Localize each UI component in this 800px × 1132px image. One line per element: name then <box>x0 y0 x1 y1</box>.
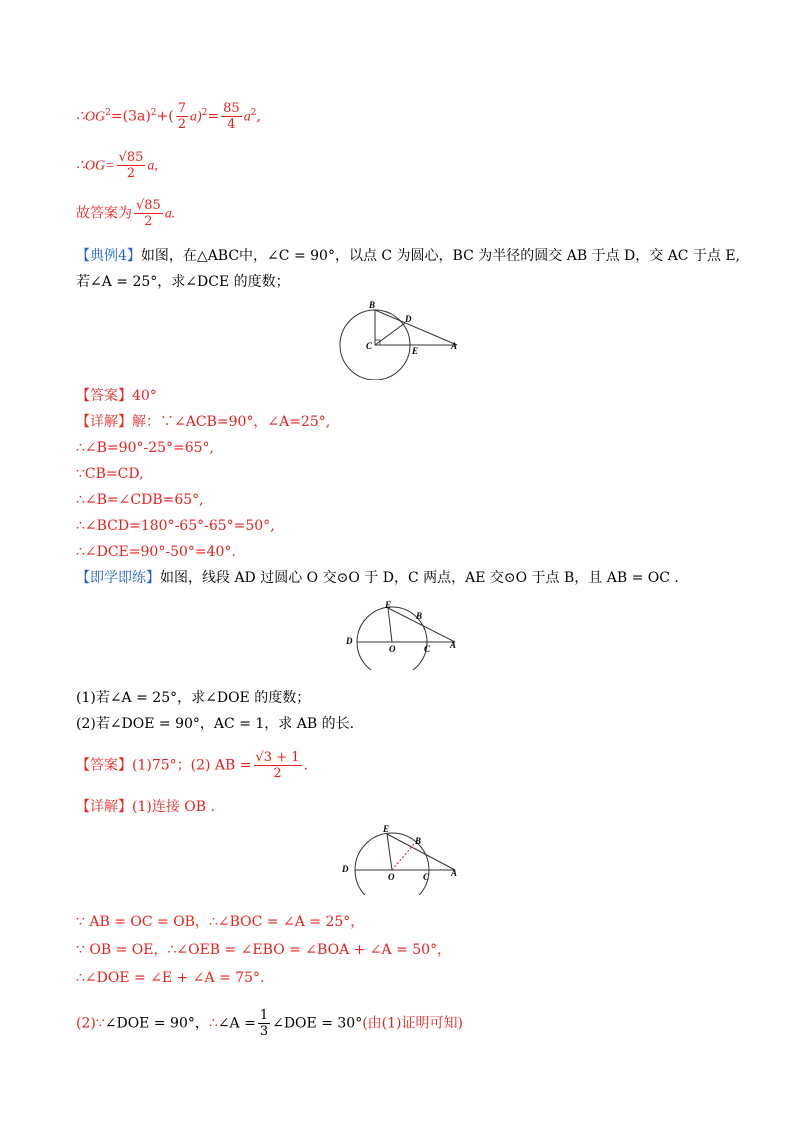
detail-1-line-2: ∴∠B=90°-25°=65°, <box>76 440 215 456</box>
label-d: D <box>405 314 412 324</box>
practice-statement: 【即学即练】如图，线段 AD 过圆心 O 交⊙O 于 D，C 两点，AE 交⊙O 于点 B，且 AB = OC . <box>76 570 679 586</box>
label-c: C <box>366 341 373 351</box>
question-2: (2)若∠DOE = 90°，AC = 1，求 AB 的长. <box>76 716 355 732</box>
example-tag: 【典例4】 <box>76 248 141 264</box>
detail-1-line-1: 【详解】解：∵∠ACB=90°，∠A=25°, <box>76 414 331 430</box>
detail-1-line-5: ∴∠BCD=180°-65°-65°=50°, <box>76 518 275 534</box>
label-e: E <box>385 600 392 610</box>
label-c: C <box>423 872 430 882</box>
label-a: A <box>450 640 457 650</box>
label-b: B <box>369 300 376 310</box>
practice-tag: 【即学即练】 <box>76 570 160 586</box>
detail-1-line-6: ∴∠DCE=90°-50°=40°. <box>76 544 236 560</box>
label-d: D <box>346 636 353 646</box>
answer-1: 【答案】40° <box>76 388 157 404</box>
label-e: E <box>412 346 419 356</box>
solution-line-2: ∵ OB = OE，∴∠OEB = ∠EBO = ∠BOA + ∠A = 50°， <box>76 942 452 958</box>
label-e: E <box>383 824 390 834</box>
label-a: A <box>451 868 458 878</box>
detail-2: 【详解】(1)连接 OB . <box>76 799 215 815</box>
circle-figure-3 <box>335 820 465 895</box>
label-b: B <box>416 611 423 621</box>
example-4-statement-2: 若∠A = 25°，求∠DCE 的度数； <box>76 274 290 290</box>
label-b: B <box>415 836 422 846</box>
answer-line: 故答案为 $\frac{√85}{2}$ a. <box>76 198 176 229</box>
circle-figure-2 <box>340 600 465 670</box>
fraction: $\frac{√85}{2}$ <box>118 150 144 181</box>
example-4-statement: 【典例4】如图，在△ABC中，∠C = 90°，以点 C 为圆心，BC 为半径的圆交 AB 于点 D，交 AC 于点 E, <box>76 248 741 264</box>
fraction: $\frac{85}{4}$ <box>223 101 240 132</box>
label-d: D <box>342 864 349 874</box>
fraction: $\frac{7}{2}$ <box>177 101 187 132</box>
answer-2: 【答案】(1)75°；(2) AB = $\frac{√3 + 1}{2}$ . <box>76 750 308 781</box>
label-o: O <box>388 872 395 882</box>
solution-line-3: ∴∠DOE = ∠E + ∠A = 75°. <box>76 970 265 986</box>
label-a: A <box>451 341 458 351</box>
label-c: C <box>424 644 431 654</box>
solution-line-1: ∵ AB = OC = OB，∴∠BOC = ∠A = 25°， <box>76 914 365 930</box>
og-value-line: ∴OG= $\frac{√85}{2}$ a, <box>76 150 158 181</box>
fraction: $\frac{√85}{2}$ <box>136 198 161 229</box>
question-1: (1)若∠A = 25°，求∠DOE 的度数； <box>76 690 311 706</box>
label-o: O <box>389 644 396 654</box>
og-squared-line: $\therefore OG^2=(3a)^2+$( $\frac{7}{2}$ a)$^2$= $\frac{85}{4}$ $a^2$, <box>76 101 261 132</box>
fraction: $\frac{1}{3}$ <box>259 1008 269 1039</box>
detail-1-line-4: ∴∠B=∠CDB=65°, <box>76 492 204 508</box>
circle-triangle-figure-1 <box>335 298 465 380</box>
fraction: $\frac{√3 + 1}{2}$ <box>255 750 300 781</box>
detail-1-line-3: ∵CB=CD, <box>76 466 144 482</box>
solution-line-4: (2)∵∠DOE = 90°，∴∠A = $\frac{1}{3}$ ∠DOE = 30°(由(1)证明可知) <box>76 1008 463 1039</box>
